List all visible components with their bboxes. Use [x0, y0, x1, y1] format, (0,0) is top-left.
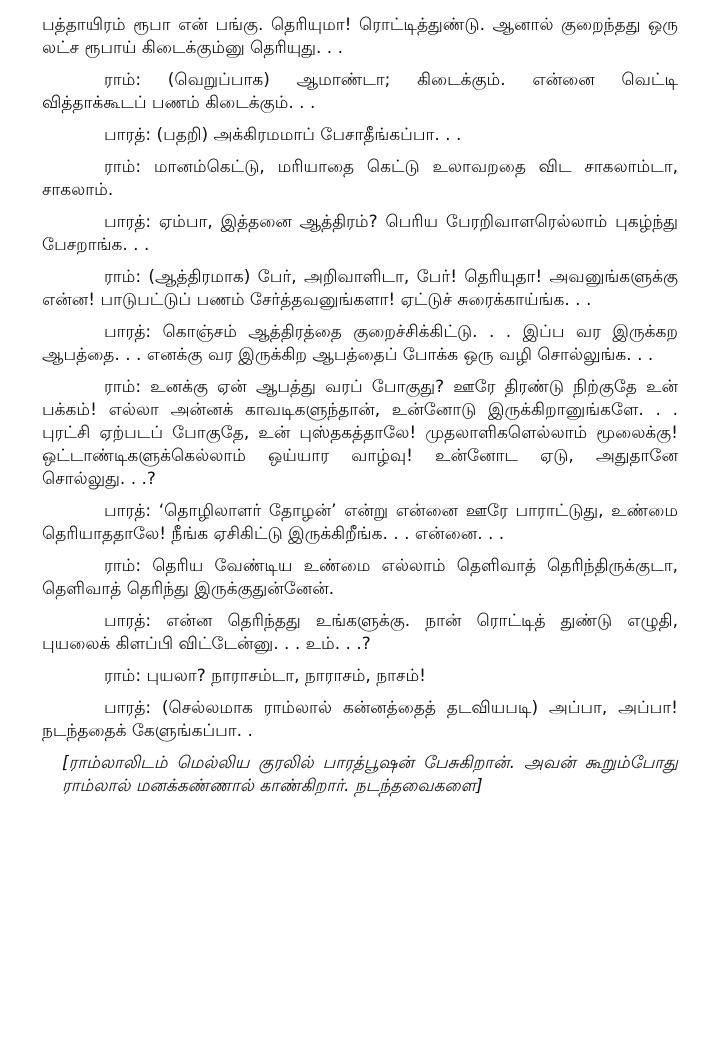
paragraph: ராம்: தெரிய வேண்டிய உண்மை எல்லாம் தெளிவாத் தெரிந்திருக்குடா, தெளிவாத் தெரிந்து இருக்குதுன்னேன். — [42, 556, 678, 599]
document-page — [42, 14, 678, 807]
paragraph: ராம்: உனக்கு ஏன் ஆபத்து வரப் போகுது? ஊரே திரண்டு நிற்குதே உன் பக்கம்! எல்லா அன்னக் காவடிகளுந்தான், உன்னோடு இருக்கிறானுங்களே. . . புரட்சி ஏற்படப் போகுதே, உன் புஸ்தகத்தாலே! முதலாளிகளெல்லாம் மூலைக்கு! ஒட்டாண்டிகளுக்கெல்லாம் ஒய்யார வாழ்வு! உன்னோட ஏடு, அதுதானே சொல்லுது. . .? — [42, 377, 678, 489]
paragraph: பாரத்: (பதறி) அக்கிரமமாப் பேசாதீங்கப்பா. . . — [104, 125, 462, 145]
stage-direction: [ராம்லாலிடம் மெல்லிய குரலில் பாரத்பூஷன் பேசுகிறான். அவன் கூறும்போது ராம்லால் மனக்கண்ணால் காண்கிறார். நடந்தவைகளை] — [62, 753, 678, 796]
paragraph: பத்தாயிரம் ரூபா என் பங்கு. தெரியுமா! ரொட்டித்துண்டு. ஆனால் குறைந்தது ஒரு லட்ச ரூபாய் கிடைக்கும்னு தெரியுது. . . — [42, 15, 678, 58]
paragraph: பாரத்: (செல்லமாக ராம்லால் கன்னத்தைத் தடவியபடி) அப்பா, அப்பா! நடந்ததைக் கேளுங்கப்பா. . — [42, 698, 678, 741]
paragraph: ராம்: (ஆத்திரமாக) பேர், அறிவாளிடா, பேர்! தெரியுதா! அவனுங்களுக்கு என்ன! பாடுபட்டுப் பணம் சேர்த்தவனுங்களா! ஏட்டுச் சுரைக்காய்ங்க. . . — [42, 267, 678, 310]
paragraph: ராம்: மானம்கெட்டு, மரியாதை கெட்டு உலாவறதை விட சாகலாம்டா, சாகலாம். — [42, 157, 678, 200]
paragraph: பாரத்: கொஞ்சம் ஆத்திரத்தை குறைச்சிக்கிட்டு. . . இப்ப வர இருக்கற ஆபத்தை. . . எனக்கு வர இருக்கிற ஆபத்தைப் போக்க ஒரு வழி சொல்லுங்க. . . — [42, 322, 678, 365]
paragraph: பாரத்: ஏம்பா, இத்தனை ஆத்திரம்? பெரிய பேரறிவாளரெல்லாம் புகழ்ந்து பேசறாங்க. . . — [42, 212, 678, 255]
paragraph: பாரத்: ‘தொழிலாளர் தோழன்’ என்று என்னை ஊரே பாராட்டுது, உண்மை தெரியாததாலே! நீங்க ஏசிகிட்டு இருக்கிறீங்க. . . என்னை. . . — [42, 501, 678, 544]
paragraph: ராம்: புயலா? நாராசம்டா, நாராசம், நாசம்! — [104, 666, 426, 686]
paragraph: பாரத்: என்ன தெரிந்தது உங்களுக்கு. நான் ரொட்டித் துண்டு எழுதி, புயலைக் கிளப்பி விட்டேன்னு. . . உம். . .? — [42, 611, 678, 654]
paragraph: ராம்: (வெறுப்பாக) ஆமாண்டா; கிடைக்கும். என்னை வெட்டி வித்தாக்கூடப் பணம் கிடைக்கும். . . — [42, 70, 678, 113]
